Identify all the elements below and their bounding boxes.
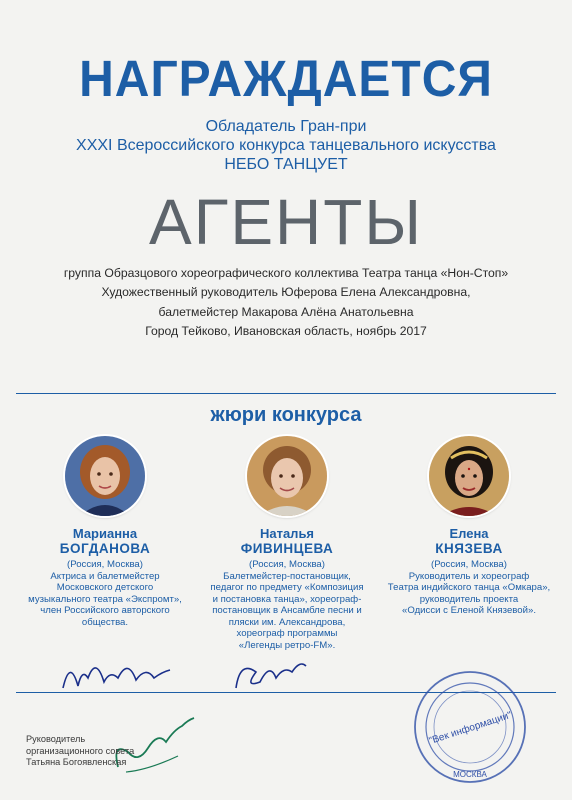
stamp (410, 665, 530, 790)
description-line: Художественный руководитель Юферова Елена Александровна, (101, 285, 471, 299)
description-line: Город Тейково, Ивановская область, ноябрь 2017 (145, 324, 427, 338)
signature-fivintseva (230, 652, 310, 697)
jury-heading: жюри конкурса (210, 404, 362, 426)
member-info: (Россия, Москва) Руководитель и хореограф Театра индийского танца «Омкара», руководитель проекта «Одисси с Еленой Князевой». (387, 559, 551, 616)
stamp-center-text: "Век информации" (427, 709, 514, 747)
avatar (65, 436, 145, 516)
award-subtitle-3: НЕБО ТАНЦУЕТ (224, 156, 348, 173)
member-info: (Россия, Москва) Актриса и балетмейстер Московского детского музыкального театра «Экспромт», член Российского авторского общества. (28, 559, 182, 628)
description-line: группа Образцового хореографического коллектива Театра танца «Нон-Стоп» (63, 266, 509, 280)
jury-member (379, 436, 559, 617)
jury-member (197, 436, 377, 651)
member-last-name: ФИВИНЦЕВА (240, 541, 334, 556)
stamp-city: МОСКВА (453, 770, 487, 779)
award-subtitle-1: Обладатель Гран-при (205, 118, 367, 135)
winner-name: АГЕНТЫ (149, 186, 423, 258)
member-last-name: БОГДАНОВА (59, 541, 151, 556)
jury-member (15, 436, 195, 628)
avatar (247, 436, 327, 516)
organizer-caption: Руководитель организационного совета Татьяна Богоявленская (26, 734, 135, 767)
award-subtitle-2: XXXI Всероссийского конкурса танцевального искусства (76, 137, 496, 154)
member-first-name: Марианна (72, 526, 138, 541)
member-info: (Россия, Москва) Балетмейстер-постановщик, педагог по предмету «Композиция и постановка танца», хореограф- постановщик в Ансамбле песни и пляски им. Александрова, хореограф программы «Легенды ретро-FM». (210, 559, 364, 651)
description-line: балетмейстер Макарова Алёна Анатольевна (158, 305, 414, 319)
award-title: НАГРАЖДАЕТСЯ (79, 51, 493, 108)
avatar (429, 436, 509, 516)
divider-top (16, 393, 556, 394)
member-first-name: Наталья (259, 526, 315, 541)
member-first-name: Елена (449, 526, 489, 541)
signature-bogdanova (58, 648, 178, 698)
member-last-name: КНЯЗЕВА (435, 541, 503, 556)
